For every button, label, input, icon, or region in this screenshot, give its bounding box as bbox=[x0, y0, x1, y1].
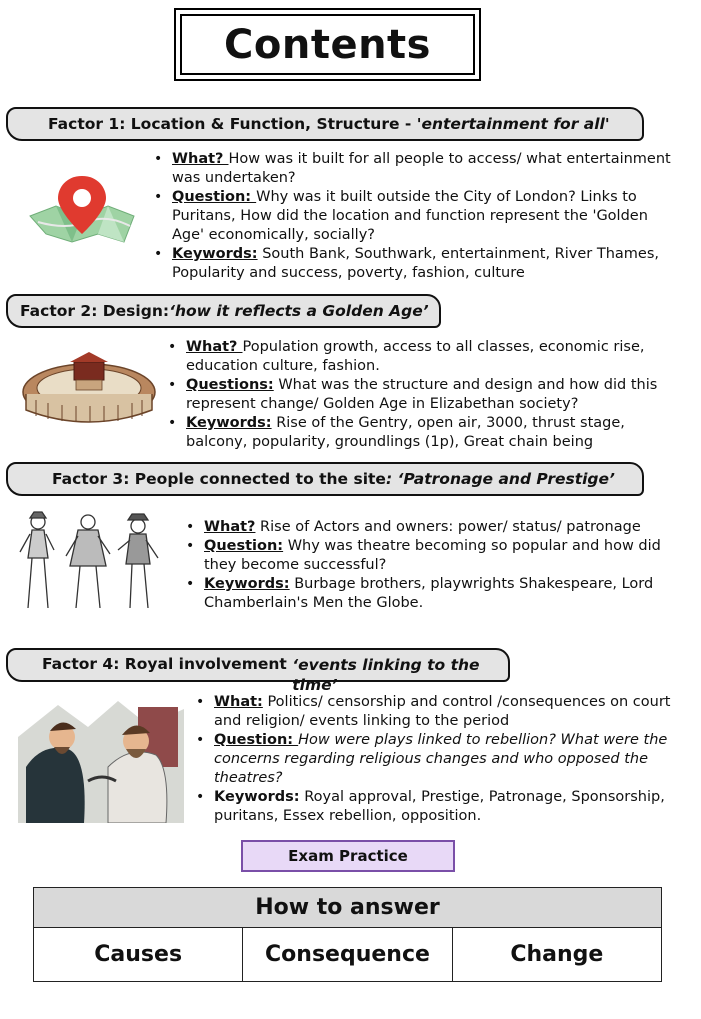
list-item: • Keywords: Royal approval, Prestige, Patronage, Sponsorship, puritans, Essex rebellion, opposition. bbox=[196, 788, 676, 826]
elizabethan-actors-icon bbox=[14, 508, 164, 618]
map-pin-icon bbox=[26, 172, 138, 244]
royal-figures-icon bbox=[18, 697, 184, 823]
factor-4-heading: Factor 4: Royal involvement bbox=[42, 655, 287, 673]
list-item: • Questions: What was the structure and design and how did this represent change/ Golden Age in Elizabethan society? bbox=[168, 376, 668, 414]
factor-4-accent: ‘events linking to the time’ bbox=[292, 656, 480, 694]
factor-3-accent: : ‘Patronage and Prestige’ bbox=[385, 470, 615, 488]
consequence-cell: Consequence bbox=[243, 928, 452, 982]
factor-1-accent: 'entertainment for all' bbox=[416, 115, 610, 133]
list-item: • What? Rise of Actors and owners: power/ status/ patronage bbox=[186, 518, 666, 537]
list-item: • What? How was it built for all people to access/ what entertainment was undertaken? bbox=[154, 150, 674, 188]
causes-cell: Causes bbox=[34, 928, 243, 982]
page-title: Contents bbox=[180, 14, 475, 75]
list-item: • Keywords: Rise of the Gentry, open air, 3000, thrust stage, balcony, popularity, groundlings (1p), Great chain being bbox=[168, 414, 668, 452]
factor-3-bullets bbox=[186, 518, 666, 613]
list-item: • Keywords: Burbage brothers, playwrights Shakespeare, Lord Chamberlain's Men the Globe. bbox=[186, 575, 666, 613]
factor-2-accent: ‘how it reflects a Golden Age’ bbox=[169, 302, 429, 320]
table-header: How to answer bbox=[34, 888, 662, 928]
change-cell: Change bbox=[452, 928, 661, 982]
factor-1-bullets bbox=[154, 150, 674, 283]
list-item: • What? Population growth, access to all classes, economic rise, education culture, fashion. bbox=[168, 338, 668, 376]
list-item: • Keywords: South Bank, Southwark, entertainment, River Thames, Popularity and success, poverty, fashion, culture bbox=[154, 245, 674, 283]
factor-2-banner bbox=[6, 294, 441, 328]
factor-3-heading: Factor 3: People connected to the site bbox=[52, 470, 386, 488]
list-item: • Question: Why was theatre becoming so popular and how did they become successful? bbox=[186, 537, 666, 575]
exam-practice-button[interactable]: Exam Practice bbox=[241, 840, 455, 872]
factor-4-bullets bbox=[196, 693, 676, 826]
title-box bbox=[174, 8, 481, 81]
how-to-answer-table bbox=[33, 887, 662, 982]
factor-3-banner bbox=[6, 462, 644, 496]
list-item: • What: Politics/ censorship and control /consequences on court and religion/ events linking to the period bbox=[196, 693, 676, 731]
factor-2-bullets bbox=[168, 338, 668, 452]
factor-2-heading: Factor 2: Design: bbox=[20, 302, 170, 320]
factor-1-banner bbox=[6, 107, 644, 141]
table-row bbox=[34, 928, 662, 982]
list-item: • Question: How were plays linked to rebellion? What were the concerns regarding religious changes and who opposed the theatres? bbox=[196, 731, 676, 788]
factor-4-banner bbox=[6, 648, 510, 694]
globe-theatre-icon bbox=[14, 348, 164, 426]
list-item: • Question: Why was it built outside the City of London? Links to Puritans, How did the location and function represent the 'Golden Age' economically, socially? bbox=[154, 188, 674, 245]
factor-1-heading: Factor 1: Location & Function, Structure - bbox=[48, 115, 412, 133]
